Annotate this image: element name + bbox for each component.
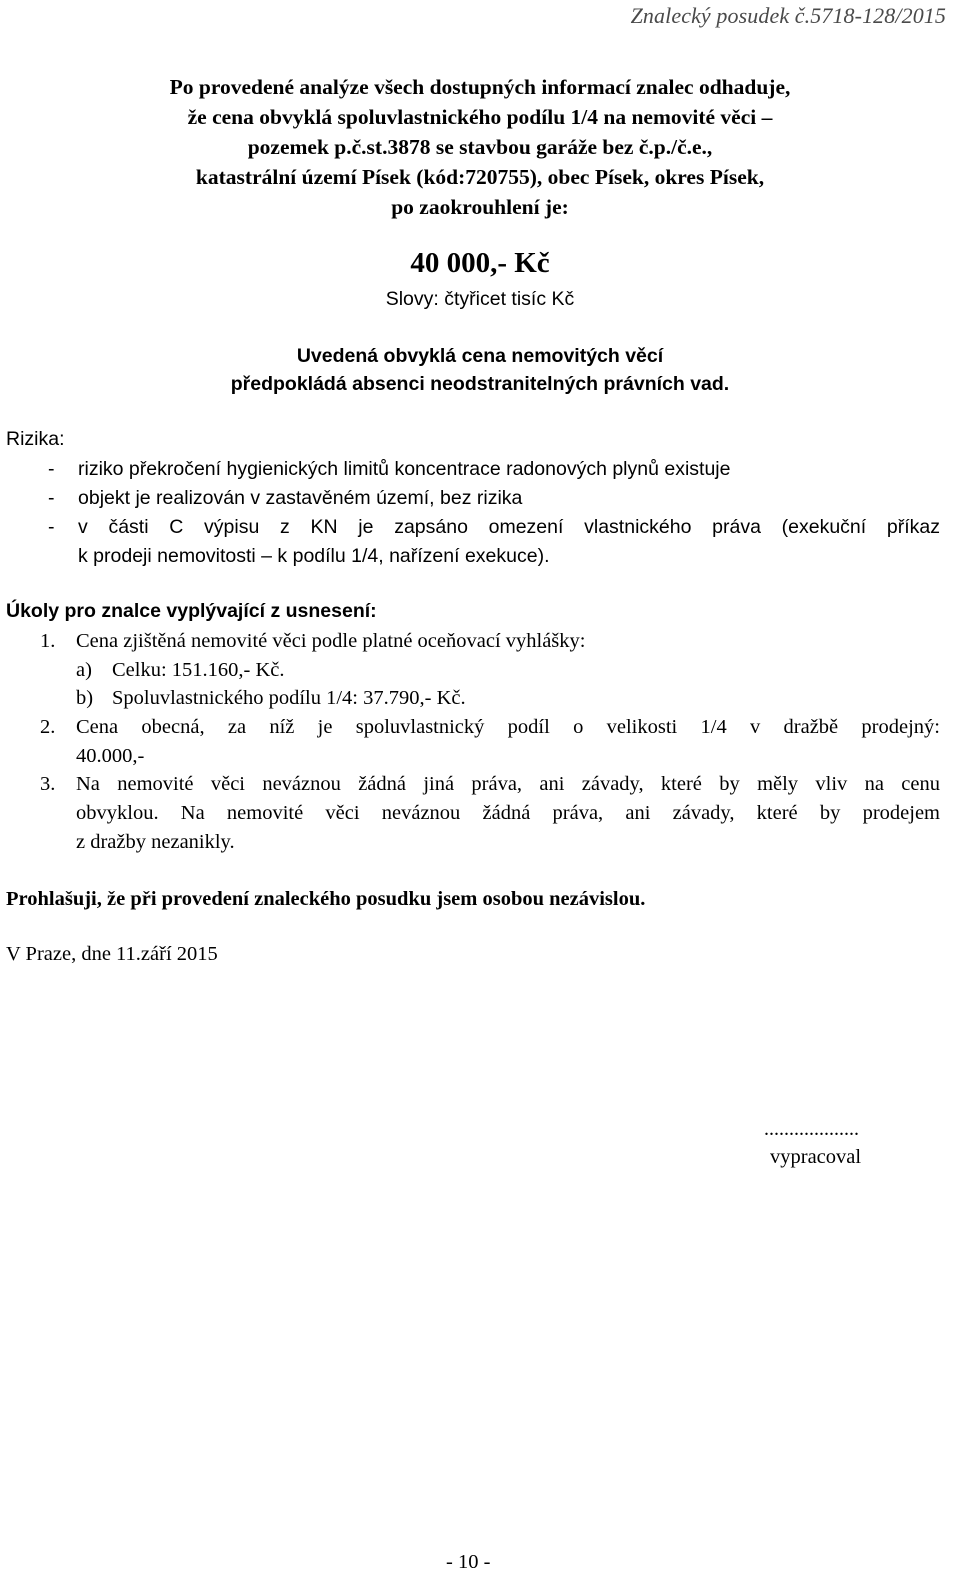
independence-declaration: Prohlašuji, že při provedení znaleckého posudku jsem osobou nezávislou. [6, 888, 646, 910]
risk-dash: - [48, 487, 55, 509]
intro-line: že cena obvyklá spoluvlastnického podílu 1/4 na nemovité věci – [187, 105, 773, 129]
page-number: - 10 - [446, 1551, 491, 1573]
task-text-continued: 40.000,- [76, 745, 145, 767]
signature-line: ................... [764, 1118, 859, 1140]
conclusion-intro [0, 72, 960, 222]
assumption-line: Uvedená obvyklá cena nemovitých věcí [296, 345, 664, 367]
signature-label: vypracoval [770, 1146, 862, 1168]
task-number: 2. [40, 716, 56, 738]
risks-heading: Rizika: [6, 428, 65, 450]
risk-item: v části C výpisu z KN je zapsáno omezení vlastnického práva (exekuční příkaz [78, 516, 940, 538]
task-text-continued: obvyklou. Na nemovité věci neváznou žádná práva, ani závady, které by prodejem [76, 802, 940, 824]
risk-item: objekt je realizován v zastavěném území, bez rizika [78, 487, 523, 509]
intro-line: katastrální území Písek (kód:720755), obec Písek, okres Písek, [195, 165, 765, 189]
assumption-line: předpokládá absenci neodstranitelných právních vad. [230, 373, 730, 395]
task-text: Cena zjištěná nemovité věci podle platné oceňovací vyhlášky: [76, 630, 586, 652]
price-in-words: Slovy: čtyřicet tisíc Kč [385, 288, 575, 310]
risk-dash: - [48, 516, 55, 538]
task-sub-text: Spoluvlastnického podílu 1/4: 37.790,- Kč. [112, 687, 466, 709]
task-number: 1. [40, 630, 56, 652]
place-and-date: V Praze, dne 11.září 2015 [6, 943, 218, 965]
task-sub-label: b) [76, 687, 94, 709]
risk-item-continued: k prodeji nemovitosti – k podílu 1/4, nařízení exekuce). [78, 545, 550, 567]
risk-item: riziko překročení hygienických limitů koncentrace radonových plynů existuje [78, 458, 731, 480]
tasks-heading: Úkoly pro znalce vyplývající z usnesení: [6, 600, 377, 622]
task-sub-text: Celku: 151.160,- Kč. [112, 659, 285, 681]
intro-line: Po provedené analýze všech dostupných informací znalec odhaduje, [169, 75, 791, 99]
price-assumption [0, 342, 960, 398]
risk-dash: - [48, 458, 55, 480]
intro-line: pozemek p.č.st.3878 se stavbou garáže bez č.p./č.e., [247, 135, 713, 159]
task-text-continued: z dražby nezanikly. [76, 831, 235, 853]
intro-line: po zaokrouhlení je: [391, 195, 569, 219]
task-text: Cena obecná, za níž je spoluvlastnický podíl o velikosti 1/4 v dražbě prodejný: [76, 716, 940, 738]
task-number: 3. [40, 773, 56, 795]
task-sub-label: a) [76, 659, 92, 681]
document-header-title: Znalecký posudek č.5718-128/2015 [630, 3, 946, 28]
task-text: Na nemovité věci neváznou žádná jiná práva, ani závady, které by měly vliv na cenu [76, 773, 940, 795]
estimated-price: 40 000,- Kč [410, 247, 550, 279]
